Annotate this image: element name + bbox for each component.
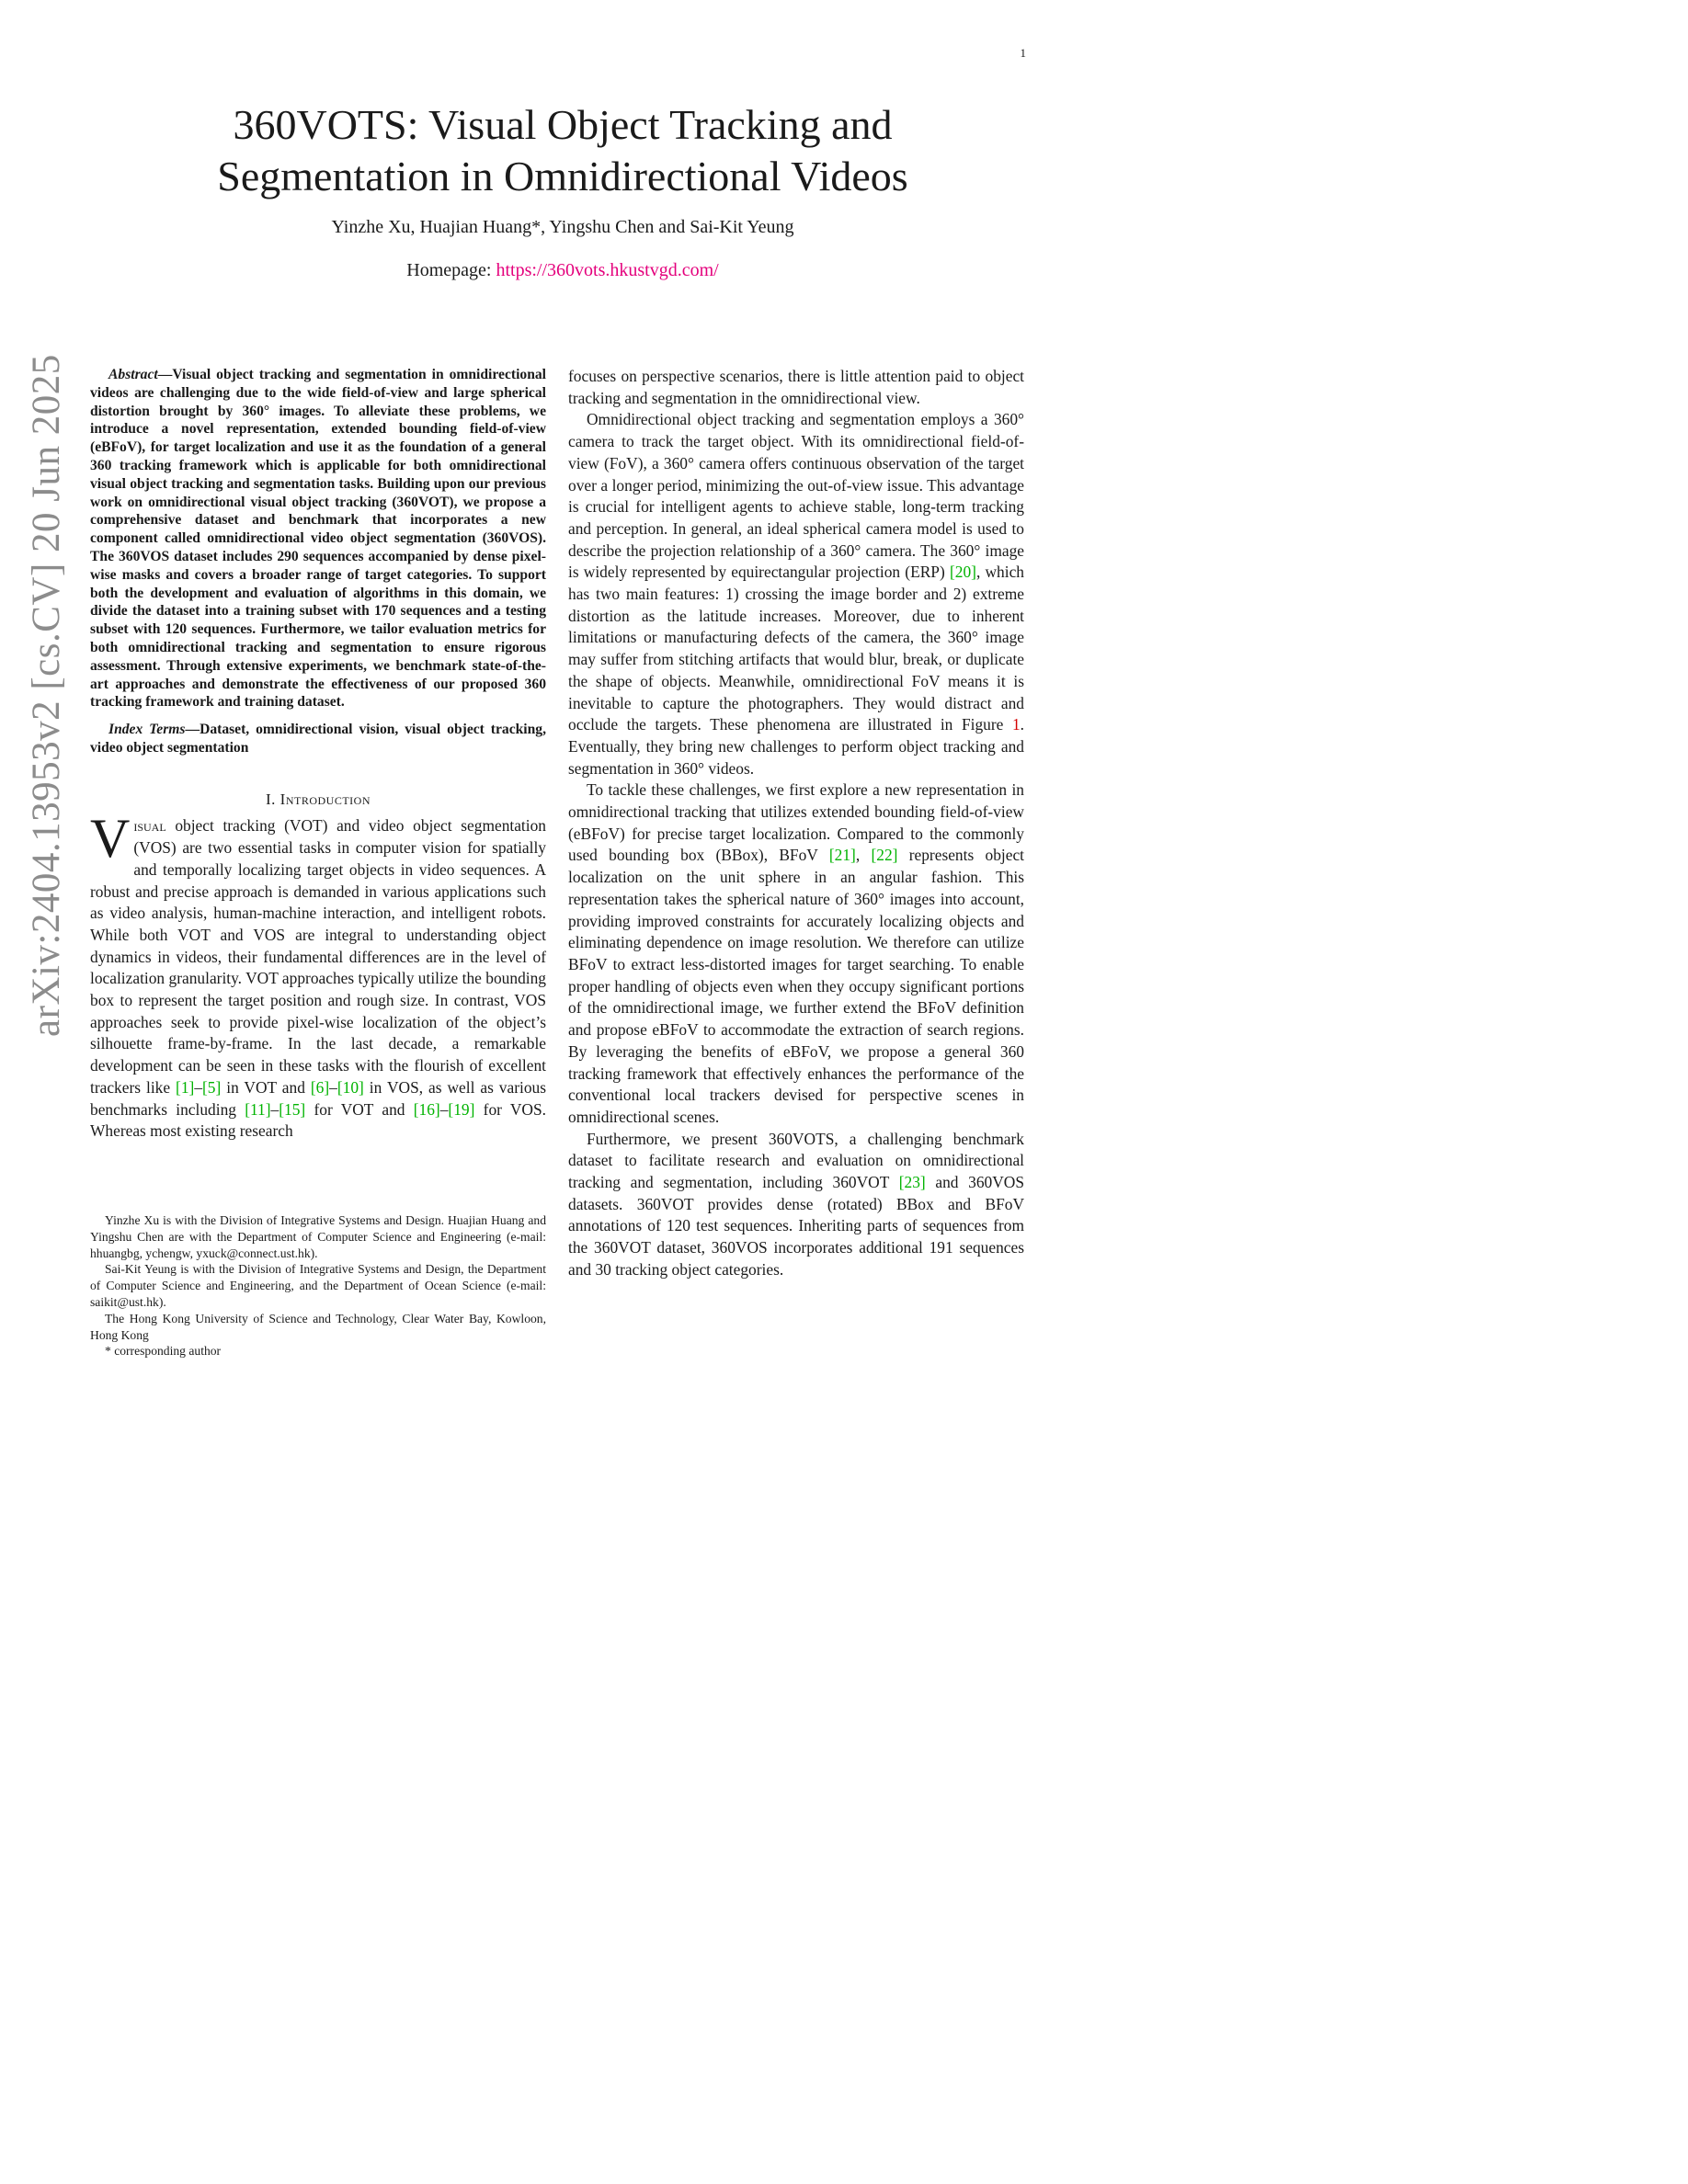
page-number: 1 [1020,46,1026,60]
citation-link[interactable]: [20] [949,563,976,582]
citation-range-dash: – [439,1099,449,1119]
left-column [90,366,546,1143]
citation-link[interactable]: [21] [828,846,856,865]
section-heading-introduction: I. Introduction [266,790,371,808]
citation-range-dash: – [270,1099,279,1119]
footnotes [90,1212,546,1359]
intro-first-word: isual [133,816,166,836]
citation-link[interactable]: [16] [413,1099,440,1119]
intro-text: for VOT and [305,1099,414,1119]
body-text: represents object localization on the unit sphere in an angular fashion. This representation takes the spherical nature of 360° images into account, providing improved constraints for accurately localizing objects and eliminating dependence on image resolution. We therefore can utilize BFoV to extract less-distorted images for target searching. To enable proper handling of objects even when they occupy significant portions of the omnidirectional image, we further extend the BFoV definition and propose eBFoV to accommodate the extraction of search regions. By leveraging the benefits of eBFoV, we propose a general 360 tracking framework that effectively enhances the performance of the conventional local trackers devised for perspective scenes in omnidirectional scenes. [568,846,1024,1126]
citation-separator: , [855,846,872,865]
intro-text: for VOS. Whereas most existing research [90,1099,547,1141]
abstract-text: —Visual object tracking and segmentation in omnidirectional videos are challenging due to the wide field-of-view and large spherical distortion brought by 360° images. To alleviate these problems, we introduce a novel representation, extended bounding field-of-view (eBFoV), for target localization and use it as the foundation of a general 360 tracking framework which is applicable for both omnidirectional visual object tracking and segmentation tasks. Building upon our previous work on omnidirectional visual object tracking (360VOT), we propose a comprehensive dataset and benchmark that incorporates a new component called omnidirectional video object segmentation (360VOS). The 360VOS dataset includes 290 sequences accompanied by dense pixel-wise masks and covers a broader range of target categories. To support both the development and evaluation of algorithms in this domain, we divide the dataset into a training subset with 170 sequences and a testing subset with 120 sequences. Furthermore, we tailor evaluation metrics for both omnidirectional tracking and segmentation to ensure rigorous assessment. Through extensive experiments, we benchmark state-of-the-art approaches and demonstrate the effectiveness of our proposed 360 tracking framework and training dataset. [90,367,546,711]
intro-paragraph-1 [90,808,547,1143]
citation-link[interactable]: [1] [176,1077,195,1097]
citation-link[interactable]: [11] [245,1099,271,1119]
homepage-label: Homepage: [406,260,496,280]
right-column [568,366,1024,1281]
citation-range-dash: – [194,1077,203,1097]
citation-range-dash: – [329,1077,337,1097]
homepage-line [0,260,1125,281]
body-text: and 360VOS datasets. 360VOT provides dense (rotated) BBox and BFoV annotations of 120 test sequences. Inheriting parts of sequences from the 360VOT dataset, 360VOS incorporates additional 191 sequences and 30 tracking object categories. [568,1173,1025,1279]
intro-text: object tracking (VOT) and video object segmentation (VOS) are two essential tasks in computer vision for spatially and temporally localizing target objects in video sequences. A robust and precise approach is demanded in various applications such as video analysis, human-machine interaction, and intelligent robots. While both VOT and VOS are integral to understanding object dynamics in videos, their fundamental differences are in the level of localization granularity. VOT approaches typically utilize the bounding box to represent the target position and rough size. In contrast, VOS approaches seek to provide pixel-wise localization of the object’s silhouette frame-by-frame. In the last decade, a remarkable development can be seen in these tasks with the flourish of excellent trackers like [90,816,546,1097]
index-terms-text: —Dataset, omnidirectional vision, visual object tracking, video object segmentation [90,722,547,756]
index-terms-lead: Index Terms [108,722,186,738]
citation-link[interactable]: [15] [279,1099,306,1119]
body-text: To tackle these challenges, we first explore a new representation in omnidirectional tracking that utilizes extended bounding field-of-view (eBFoV) for precise target localization. Compared to the commonly used bounding box (BBox), BFoV [568,780,1024,865]
citation-link[interactable]: [22] [871,846,898,865]
citation-link[interactable]: [5] [202,1077,222,1097]
intro-text: in VOT and [221,1077,311,1097]
index-terms [90,721,546,757]
abstract-lead: Abstract [108,367,158,382]
footnote-affiliation-1: Yinzhe Xu is with the Division of Integrative Systems and Design. Huajian Huang and Yingshu Chen are with the Department of Computer Science and Engineering (e-mail: hhuangbg, ychengw, yxuck@connect.ust.hk). [90,1213,546,1260]
footnote-affiliation-2: Sai-Kit Yeung is with the Division of Integrative Systems and Design, the Department of Computer Science and Engineering, and the Department of Ocean Science (e-mail: saikit@ust.hk). [90,1262,546,1309]
intro-text: in VOS, as well as various benchmarks including [90,1077,547,1119]
citation-link[interactable]: [10] [336,1077,364,1097]
homepage-link[interactable]: https://360vots.hkustvgd.com/ [496,260,719,280]
body-text: , which has two main features: 1) crossing the image border and 2) extreme distortion as the latitude increases. Moreover, due to inherent limitations or manufacturing defects of the camera, the 360° image may suffer from stitching artifacts that would blur, break, or duplicate the shape of objects. Meanwhile, omnidirectional FoV means it is inevitable to capture the photographers. They would distract and occlude the targets. These phenomena are illustrated in Figure [568,563,1024,734]
right-paragraph-4 [568,1129,1024,1281]
drop-cap-letter: V [90,808,131,870]
right-paragraph-2 [568,409,1024,779]
paper-title-line-1: 360VOTS: Visual Object Tracking and [233,101,893,148]
paper-title-line-2: Segmentation in Omnidirectional Videos [217,153,908,199]
right-paragraph-3 [568,779,1024,1128]
arxiv-identifier-stamp[interactable]: arXiv:2404.13953v2 [cs.CV] 20 Jun 2025 [25,354,68,1037]
citation-link[interactable]: [6] [310,1077,330,1097]
right-paragraph-continuation: focuses on perspective scenarios, there is little attention paid to object tracking and segmentation in the omnidirectional view. [568,367,1024,407]
body-text: Omnidirectional object tracking and segmentation employs a 360° camera to track the target object. With its omnidirectional field-of-view (FoV), a 360° camera offers continuous observation of the target over a longer period, minimizing the out-of-view issue. This advantage is crucial for intelligent agents to achieve stable, long-term tracking and perception. In general, an ideal spherical camera model is used to describe the projection relationship of a 360° camera. The 360° image is widely represented by equirectangular projection (ERP) [568,410,1024,582]
body-text: . Eventually, they bring new challenges to perform object tracking and segmentation in 360° videos. [568,715,1024,778]
body-text: Furthermore, we present 360VOTS, a challenging benchmark dataset to facilitate research and evaluation on omnidirectional tracking and segmentation, including 360VOT [568,1129,1024,1192]
author-list: Yinzhe Xu, Huajian Huang*, Yingshu Chen and Sai-Kit Yeung [331,217,794,237]
abstract [90,366,546,711]
paper-title [0,99,1125,202]
citation-link[interactable]: [19] [448,1099,475,1119]
figure-reference-link[interactable]: 1 [1011,715,1021,734]
footnote-affiliation-3: The Hong Kong University of Science and Technology, Clear Water Bay, Kowloon, Hong Kong [90,1311,546,1342]
citation-link[interactable]: [23] [898,1173,926,1192]
footnote-corresponding-author: * corresponding author [105,1344,222,1359]
